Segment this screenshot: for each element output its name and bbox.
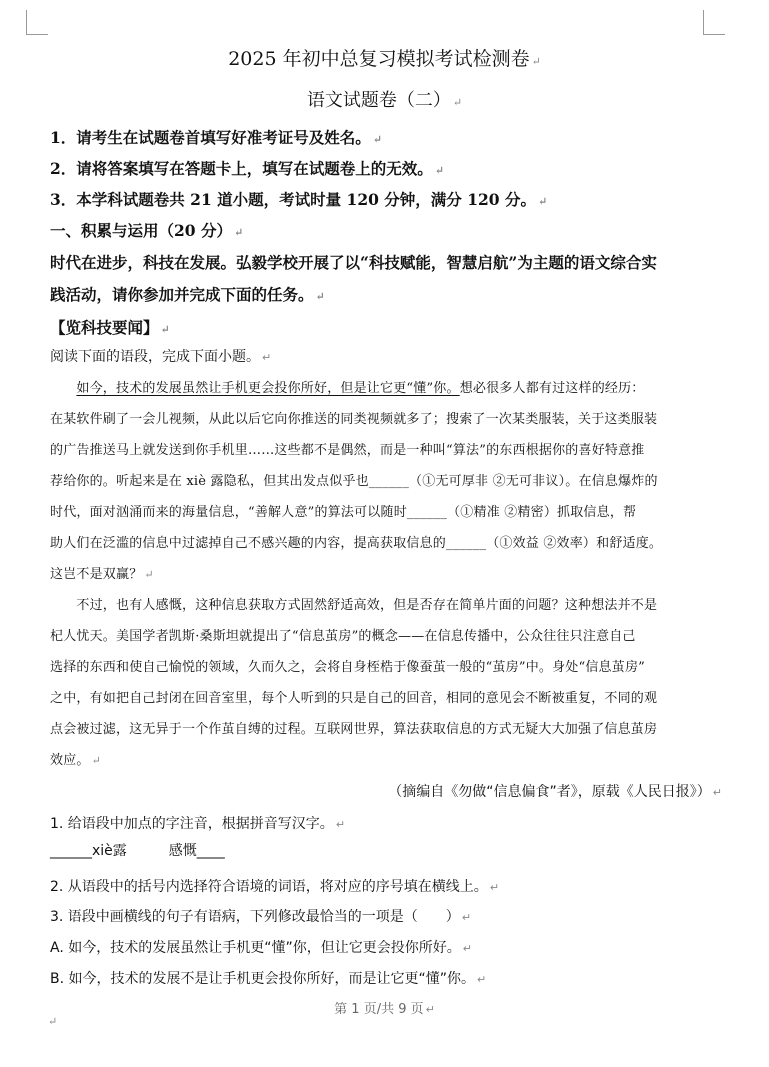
crop-mark-top-right bbox=[703, 34, 725, 35]
instruction-1: 1．请考生在试题卷首填写好准考证号及姓名。 ↵ bbox=[50, 128, 383, 147]
passage-line: 这岂不是双赢？ ↵ bbox=[50, 567, 154, 582]
crop-mark-top-left bbox=[26, 10, 27, 34]
source-citation: （摘编自《勿做“信息偏食”者》，原载《人民日报》） ↵ bbox=[388, 784, 722, 800]
passage-line: 在某软件刷了一会儿视频，从此以后它向你推送的同类视频就多了；搜索了一次某类服装，关于这类服装 bbox=[50, 412, 658, 427]
page-footer: 第 1 页/共 9 页 ↵ bbox=[334, 1002, 435, 1017]
passage-line: 不过，也有人感慨，这种信息获取方式固然舒适高效，但是否存在简单片面的问题？这种想法并不是 bbox=[50, 598, 658, 613]
intro-line-2: 践活动，请你参加并完成下面的任务。 ↵ bbox=[50, 285, 325, 304]
paragraph-mark: ↵ bbox=[48, 1015, 58, 1028]
option-a: A. 如今，技术的发展虽然让手机更“懂”你，但让它更会投你所好。 ↵ bbox=[50, 940, 472, 956]
crop-mark-top-right bbox=[703, 10, 704, 34]
question-1: 1. 给语段中加点的字注音，根据拼音写汉字。 ↵ bbox=[50, 816, 346, 832]
question-2: 2. 从语段中的括号内选择符合语境的词语，将对应的序号填在横线上。 ↵ bbox=[50, 879, 500, 895]
read-instruction: 阅读下面的语段，完成下面小题。 ↵ bbox=[50, 349, 272, 365]
passage-line: 时代，面对汹涌而来的海量信息，“善解人意”的算法可以随时______（①精准 ②精密）抓取信息，帮 bbox=[50, 505, 637, 520]
passage-line: 荐给你的。听起来是在 xiè 露隐私，但其出发点似乎也______（①无可厚非 ②无可非议）。在信息爆炸的 bbox=[50, 474, 658, 489]
exam-title: 2025 年初中总复习模拟考试检测卷 ↵ bbox=[228, 48, 541, 70]
instruction-3: 3．本学科试题卷共 21 道小题，考试时量 120 分钟，满分 120 分。 ↵ bbox=[50, 190, 548, 209]
underlined-sentence: 如今，技术的发展虽然让手机更会投你所好，但是让它更“懂”你。 bbox=[76, 381, 460, 396]
instruction-2: 2．请将答案填写在答题卡上，填写在试题卷上的无效。 ↵ bbox=[50, 159, 445, 178]
option-b: B. 如今，技术的发展不是让手机更会投你所好，而是让它更“懂”你。 ↵ bbox=[50, 971, 487, 987]
subsection-heading: 【览科技要闻】 ↵ bbox=[50, 318, 170, 337]
passage-line: 选择的东西和使自己愉悦的领域，久而久之，会将自身桎梏于像蚕茧一般的“茧房”中。身处“信息茧房” bbox=[50, 660, 645, 675]
passage-line: 之中，有如把自己封闭在回音室里，每个人听到的只是自己的回音，相同的意见会不断被重复，不同的观 bbox=[50, 691, 658, 706]
crop-mark-top-left bbox=[26, 34, 48, 35]
section-heading: 一、积累与运用（20 分） ↵ bbox=[50, 221, 244, 240]
exam-subtitle: 语文试题卷（二） ↵ bbox=[306, 90, 463, 111]
passage-line: 杞人忧天。美国学者凯斯·桑斯坦就提出了“信息茧房”的概念——在信息传播中，公众往往只注意自己 bbox=[50, 629, 636, 644]
question-3: 3. 语段中画横线的句子有语病，下列修改最恰当的一项是（ ） ↵ bbox=[50, 909, 472, 925]
passage-line: 助人们在泛滥的信息中过滤掉自己不感兴趣的内容，提高获取信息的______（①效益 ②效率）和舒适度。 bbox=[50, 536, 663, 551]
question-1-blanks: ______xiè露 感慨____ bbox=[50, 843, 225, 859]
passage-line-0: 如今，技术的发展虽然让手机更会投你所好，但是让它更“懂”你。想必很多人都有过这样的经历： bbox=[76, 381, 645, 396]
passage-line: 的广告推送马上就发送到你手机里……这些都不是偶然，而是一种叫“算法”的东西根据你的喜好特意推 bbox=[50, 443, 645, 458]
intro-line-1: 时代在进步，科技在发展。弘毅学校开展了以“科技赋能，智慧启航”为主题的语文综合实 bbox=[50, 253, 657, 272]
passage-line: 效应。 ↵ bbox=[50, 753, 102, 768]
passage-line: 点会被过滤，这无异于一个作茧自缚的过程。互联网世界，算法获取信息的方式无疑大大加强了信息茧房 bbox=[50, 722, 658, 737]
